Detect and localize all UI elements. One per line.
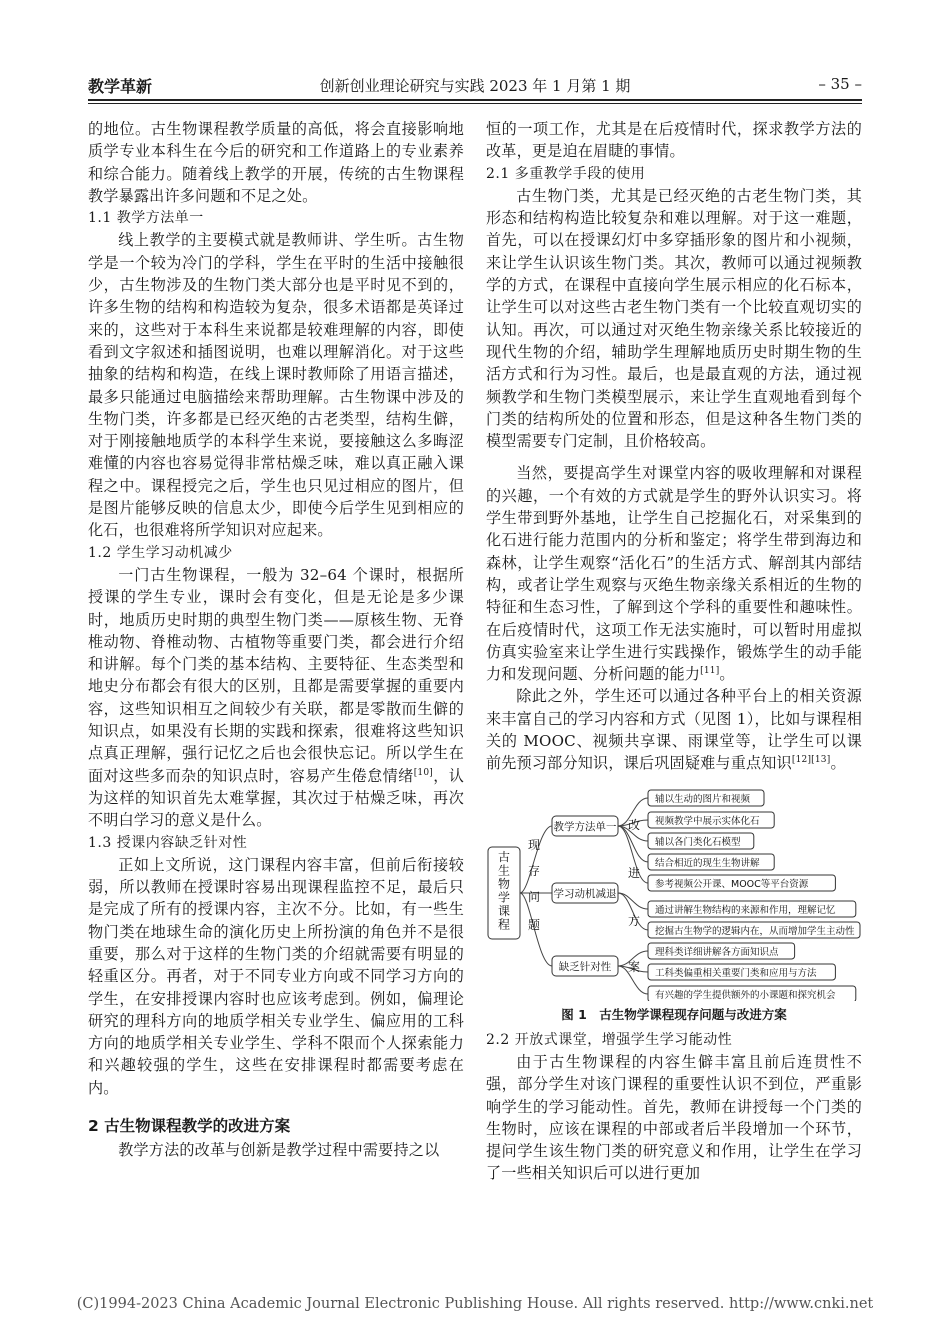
paragraph: 古生物门类，尤其是已经灭绝的古老生物门类，其形态和结构构造比较复杂和难以理解。对于这一难题，首先，可以在授课幻灯中多穿插形象的图片和小视频，来让学生认识该生物门类。其次，教师可以通过视频教学的方式，在课程中直接向学生展示相应的化石标本，让学生可以对这些古老生物门类有一个比较直观切实的认知。再次，可以通过对灭绝生物亲缘关系比较接近的现代生物的介绍，辅助学生理解地质历史时期生物的生活方式和行为习性。最后，也是最直观的方法，通过视频教学和生物门类模型展示，来让学生直观地看到每个门类的结构所处的位置和形态，但是这种各生物门类的模型需要专门定制，且价格较高。	[486, 186, 862, 451]
root-label-char: 古	[497, 849, 511, 864]
citation: [12][13]	[791, 755, 831, 766]
mindmap-diagram	[486, 789, 862, 1001]
connector	[520, 826, 552, 893]
paragraph: 由于古生物课程的内容生僻丰富且前后连贯性不强，部分学生对该门课程的重要性认识不到位，严重影响学生的学习能动性。首先，教师在讲授每一个门类的生物时，应该在课程的中部或者后半段增加一个环节，提问学生该生物门类的研究意义和作用，让学生在学习了一些相关知识后可以进行更加	[486, 1052, 862, 1183]
problems-label-char: 题	[527, 917, 541, 932]
paragraph: 正如上文所说，这门课程内容丰富，但前后衔接较弱，所以教师在授课时容易出现课程监控不足，最后只是完成了所有的授课内容，主次不分。比如，有一些生物门类在地球生命的演化历史上所扮演的角色并不是很重要，那么对于这样的生物门类的介绍就需要有明显的轻重区分。再者，对于不同专业方向或不同学习方向的学生，在安排授课内容时也应该考虑到。例如，偏理论研究的理科方向的地质学相关专业学生、偏应用的工科方向的地质学相关专业学生、学科不限而个人探索能力和兴趣较强的学生，这些在安排课程时都需要考虑在内。	[88, 855, 464, 1097]
right-column	[486, 118, 862, 1185]
paragraph-text: 除此之外，学生还可以通过各种平台上的相关资源来丰富自己的学习内容和方式（见图 1），比如与课程相关的 MOOC、视频共享课、雨课堂等，让学生可以课前先预习部分知识，课后巩固疑难与重点知识	[486, 687, 862, 773]
paragraph-text: 。	[719, 665, 735, 684]
root-label-char: 课	[497, 903, 511, 918]
running-header	[88, 72, 862, 98]
paragraph: 线上教学的主要模式就是教师讲、学生听。古生物学是一个较为冷门的学科，学生在平时的生活中接触很少，古生物涉及的生物门类大部分也是平时见不到的，许多生物的结构和构造较为复杂，很多术语都是英译过来的，这些对于本科生来说都是较难理解的内容，即使看到文字叙述和插图说明，也难以理解消化。对于这些抽象的结构和构造，在线上课时教师除了用语言描述，最多只能通过电脑描绘来帮助理解。古生物课中涉及的生物门类，许多都是已经灭绝的古老类型，结构生僻，对于刚接触地质学的本科学生来说，要接触这么多晦涩难懂的内容也容易觉得非常枯燥乏味，难以真正融入课程之中。课程授完之后，学生也只见过相应的图片，但是图片能够反映的信息太少，即使今后学生见到相应的化石，也很难将所学知识对应起来。	[88, 231, 464, 540]
leaf-label: 工科类偏重相关重要门类和应用与方法	[655, 967, 817, 979]
branch-label: 学习动机减退	[553, 887, 617, 900]
plan-label-char: 方	[627, 913, 641, 928]
paragraph: 教学方法的改革与创新是教学过程中需要持之以	[118, 1141, 440, 1160]
branch-label: 教学方法单一	[553, 820, 617, 833]
leaf-label: 理科类详细讲解各方面知识点	[655, 946, 779, 958]
problems-label-char: 存	[527, 863, 541, 878]
leaf-label: 视频教学中展示实体化石	[655, 815, 760, 827]
root-label-char: 生	[497, 863, 511, 878]
left-column	[88, 118, 464, 1161]
root-label-char: 物	[497, 876, 511, 891]
branch-label: 缺乏针对性	[558, 960, 612, 973]
leaf-label: 通过讲解生物结构的来源和作用，理解记忆	[655, 904, 836, 916]
paragraph	[88, 564, 464, 832]
paragraph	[486, 685, 862, 774]
paragraph: 恒的一项工作，尤其是在后疫情时代，探求教学方法的改革，更是迫在眉睫的事情。	[486, 120, 862, 161]
header-rule-thin	[88, 103, 862, 104]
leaf-label: 辅以生动的图片和视频	[655, 793, 751, 805]
subsection-heading: 1.1 教学方法单一	[88, 210, 204, 227]
copyright-footer: (C)1994-2023 China Academic Journal Electronic Publishing House. All rights reserved. http://www.cnki.net	[76, 1296, 874, 1312]
paragraph-text: 一门古生物课程，一般为 32–64 个课时，根据所授课的学生专业，课时会有变化，但是无论是多少课时，地质历史时期的典型生物门类——原核生物、无脊椎动物、脊椎动物、古植物等重要门类，都会进行介绍和讲解。每个门类的基本结构、主要特征、生态类型和地史分布都会有很大的区别，且都是需要掌握的重要内容，这些知识相互之间较少有关联，都是零散而生僻的知识点，如果没有长期的实践和探索，很难将这些知识点真正理解，强行记忆之后也会很快忘记。所以学生在面对这些多而杂的知识点时，容易产生倦怠情绪	[88, 565, 464, 785]
figure-1-mindmap	[486, 789, 862, 1001]
journal-section: 教学革新	[88, 77, 153, 96]
leaf-label: 参考视频公开课、MOOC等平台资源	[655, 878, 809, 890]
subsection-heading: 1.2 学生学习动机减少	[88, 544, 233, 561]
plan-label-char: 案	[627, 959, 641, 974]
paragraph	[486, 462, 862, 685]
plan-label-char: 改	[627, 817, 641, 832]
leaf-label: 结合相近的现生生物讲解	[655, 857, 760, 869]
paragraph-text: 。	[830, 754, 846, 773]
leaf-label: 辅以各门类化石模型	[655, 836, 741, 848]
paragraph: 的地位。古生物课程教学质量的高低，将会直接影响地质学专业本科生在今后的研究和工作道路上的专业素养和综合能力。随着线上教学的开展，传统的古生物课程教学暴露出许多问题和不足之处。	[88, 120, 464, 205]
page-number: – 35 –	[818, 75, 862, 93]
connector	[618, 893, 648, 909]
paragraph-text: 当然，要提高学生对课堂内容的吸收理解和对课程的兴趣，一个有效的方式就是学生的野外认识实习。将学生带到野外基地，让学生自己挖掘化石，对采集到的化石进行能力范围内的分析和鉴定；将学生带到海边和森林，让学生观察“活化石”的生活方式、解剖其内部结构，或者让学生观察与灭绝生物亲缘关系相近的生物的特征和生态习性，了解到这个学科的重要性和趣味性。在后疫情时代，这项工作无法实施时，可以暂时用虚拟仿真实验室来让学生进行实践操作，锻炼学生的动手能力和发现问题、分析问题的能力	[486, 464, 862, 684]
citation: [10]	[413, 767, 433, 778]
problems-label-char: 现	[527, 837, 541, 852]
subsection-heading: 2.1 多重教学手段的使用	[486, 165, 646, 182]
root-label-char: 程	[497, 917, 511, 932]
subsection-heading: 2.2 开放式课堂，增强学生学习能动性	[486, 1031, 733, 1048]
leaf-label: 挖掘古生物学的逻辑内在，从而增加学生主动性	[655, 925, 855, 937]
section-heading: 2 古生物课程教学的改进方案	[88, 1117, 291, 1136]
leaf-label: 有兴趣的学生提供额外的小课题和探究机会	[655, 989, 836, 1001]
plan-label-char: 进	[627, 865, 641, 880]
paragraph-text: ，认为这样的知识首先太难掌握，其次过于枯燥乏味，再次不明白学习的意义是什么。	[88, 766, 465, 830]
figure-caption: 图 1 古生物学课程现存问题与改进方案	[561, 1006, 787, 1022]
problems-label-char: 问	[527, 889, 541, 904]
header-rule-thick	[88, 99, 862, 101]
root-label-char: 学	[497, 890, 511, 905]
journal-title: 创新创业理论研究与实践 2023 年 1 月第 1 期	[319, 77, 631, 95]
subsection-heading: 1.3 授课内容缺乏针对性	[88, 834, 248, 851]
citation: [11]	[700, 666, 720, 677]
